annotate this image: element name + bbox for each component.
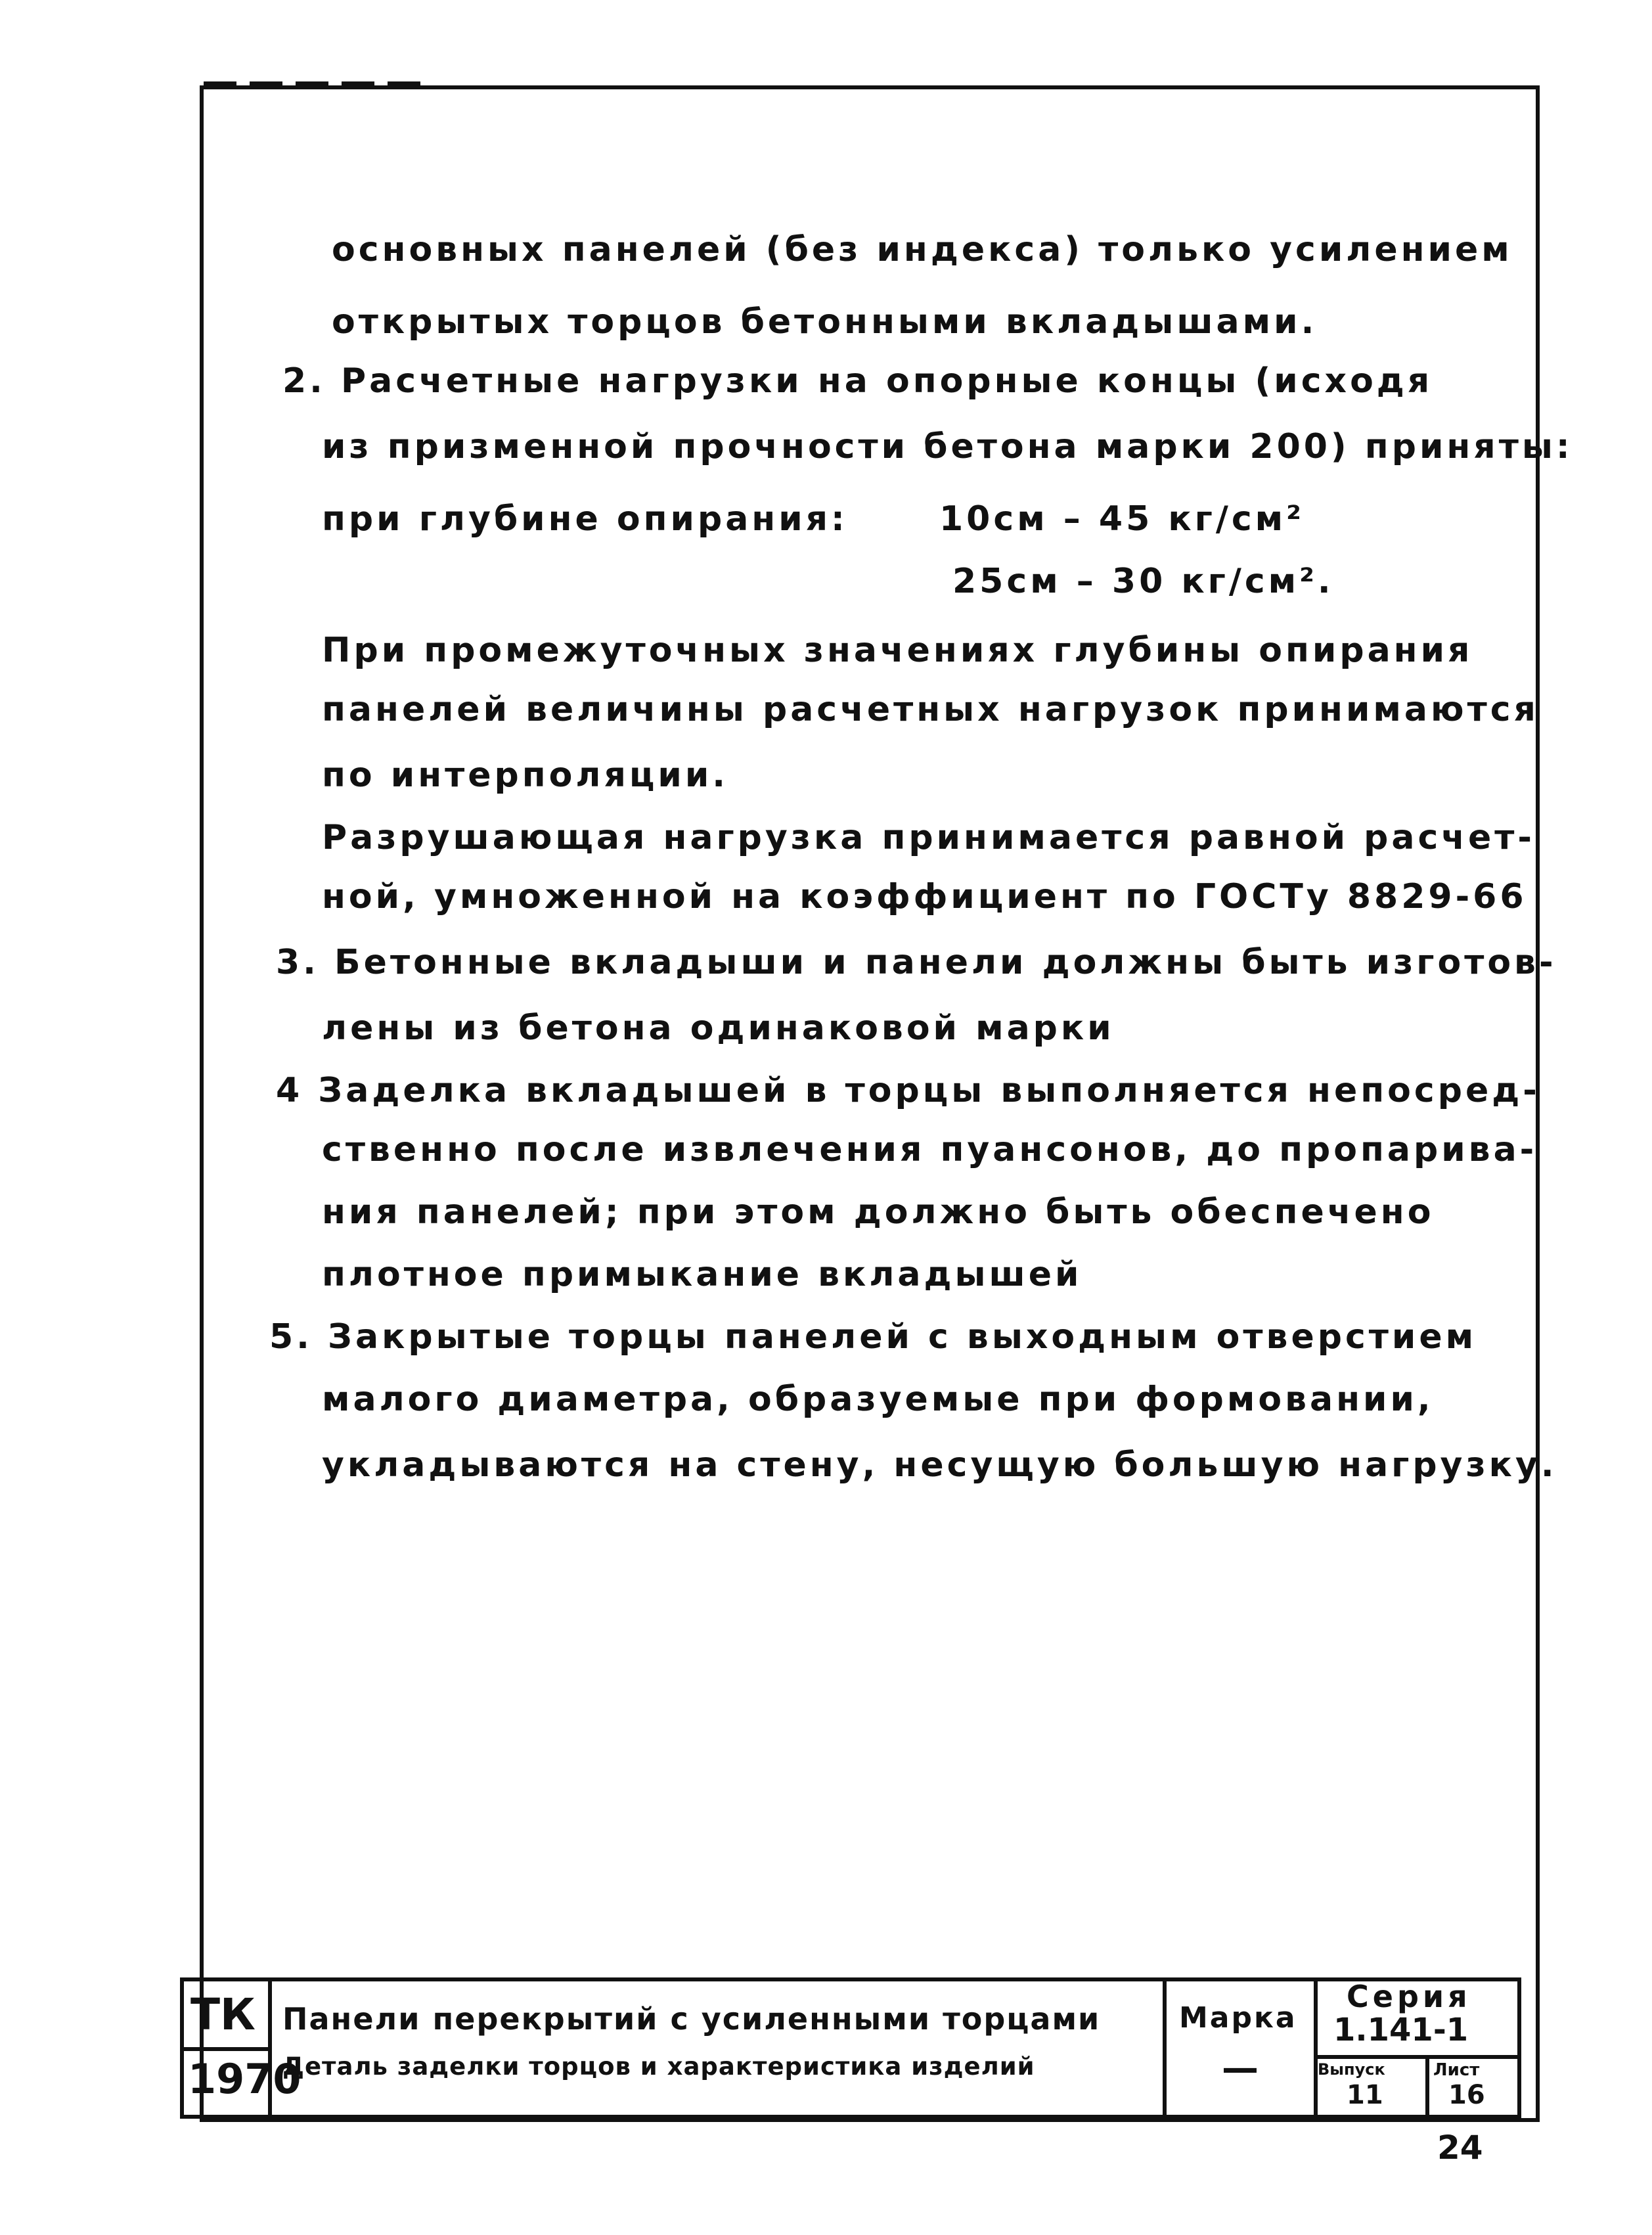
note-line: При промежуточных значениях глубины опирания	[322, 631, 1473, 670]
note-line: из призменной прочности бетона марки 200) приняты:	[322, 427, 1573, 466]
year: 1970	[188, 2055, 301, 2103]
seria-value: 1.141-1	[1333, 2012, 1469, 2048]
note-line: малого диаметра, образуемые при формовании,	[322, 1380, 1434, 1419]
note-line: Разрушающая нагрузка принимается равной расчет-	[322, 818, 1535, 857]
note-line: лены из бетона одинаковой марки	[322, 1008, 1115, 1048]
note-line: по интерполяции.	[322, 756, 729, 795]
org-code: ТК	[190, 1989, 256, 2040]
note-line: основных панелей (без индекса) только усилением	[332, 230, 1513, 269]
list-label: Лист	[1433, 2060, 1480, 2080]
note-line: 10см – 45 кг/см²	[939, 499, 1305, 539]
note-line: ственно после извлечения пуансонов, до пропарива-	[322, 1130, 1538, 1169]
note-line: открытых торцов бетонными вкладышами.	[332, 302, 1318, 342]
note-line: 4 Заделка вкладышей в торцы выполняется непосред-	[276, 1071, 1540, 1110]
note-line: 2. Расчетные нагрузки на опорные концы (исходя	[282, 361, 1433, 401]
note-line: 25см – 30 кг/см².	[952, 562, 1334, 601]
note-line: плотное примыкание вкладышей	[322, 1255, 1083, 1294]
seria-label: Серия	[1347, 1979, 1471, 2014]
marka-label: Марка	[1179, 2001, 1297, 2035]
vypusk-value: 11	[1347, 2080, 1383, 2110]
note-line: панелей величины расчетных нагрузок принимаются	[322, 690, 1539, 729]
note-line: укладываются на стену, несущую большую нагрузку.	[322, 1445, 1557, 1485]
note-line: ной, умноженной на коэффициент по ГОСТу 8829-66	[322, 877, 1527, 916]
list-value: 16	[1448, 2080, 1485, 2110]
title-line-1: Панели перекрытий с усиленными торцами	[282, 2001, 1101, 2037]
frame-top-edge	[204, 81, 420, 89]
note-line: при глубине опирания:	[322, 499, 848, 539]
title-block	[180, 1977, 1521, 2119]
note-line: 3. Бетонные вкладыши и панели должны быть изготов-	[276, 943, 1557, 982]
page-number: 24	[1437, 2129, 1483, 2167]
note-line: ния панелей; при этом должно быть обеспечено	[322, 1192, 1435, 1232]
note-line: 5. Закрытые торцы панелей с выходным отверстием	[269, 1317, 1477, 1357]
marka-value: —	[1222, 2047, 1259, 2090]
vypusk-label: Выпуск	[1318, 2060, 1385, 2079]
title-line-2: Деталь заделки торцов и характеристика изделий	[282, 2052, 1035, 2081]
